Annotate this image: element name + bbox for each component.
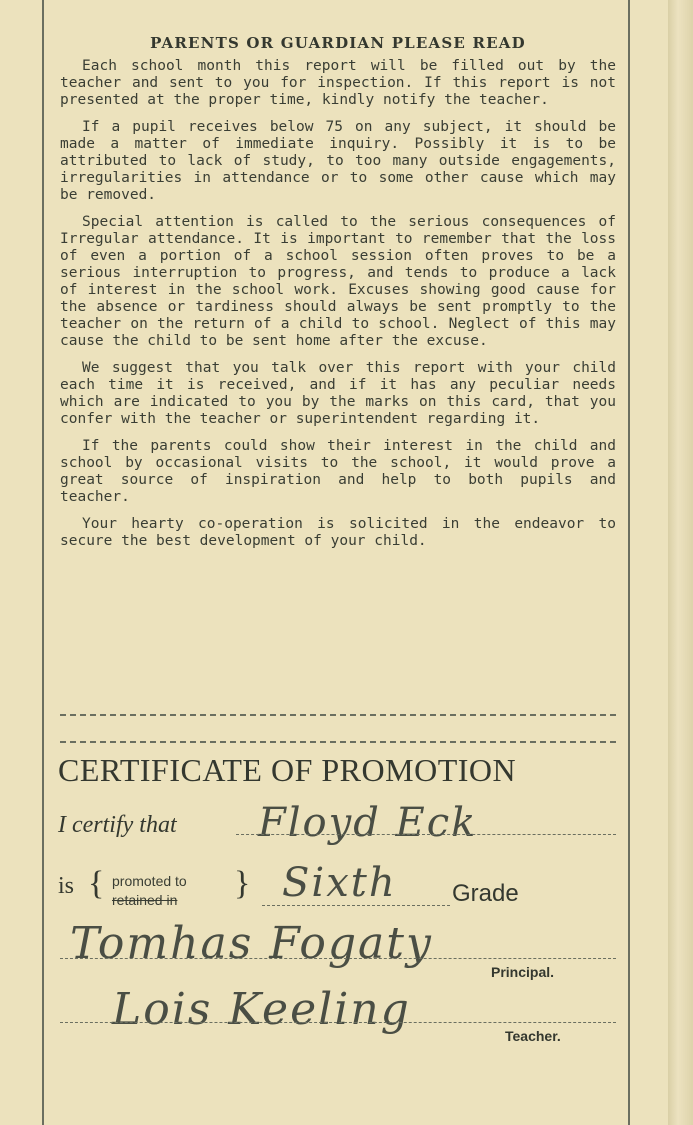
principal-label: Principal. bbox=[491, 964, 555, 980]
option-retained: retained in bbox=[112, 892, 178, 908]
notice-paragraph: We suggest that you talk over this report with your child each time it is received, and if it has any peculiar needs which are indicated to you by the marks on this card, that you confer with the teacher or superintendent regarding it. bbox=[60, 360, 616, 427]
principal-signature: Tomhas Fogaty bbox=[70, 918, 433, 969]
parents-notice bbox=[60, 34, 616, 560]
grade-line bbox=[262, 905, 450, 906]
right-brace: } bbox=[234, 865, 251, 902]
is-label: is bbox=[58, 873, 75, 899]
option-promoted: promoted to bbox=[112, 873, 187, 889]
teacher-line bbox=[60, 1022, 616, 1023]
notice-paragraph: If a pupil receives below 75 on any subject, it should be made a matter of immediate inquiry. Possibly it is to be attributed to lack of study, to too many outside engagements, irregularities in attendance or to some other cause which may be removed. bbox=[60, 119, 616, 203]
certificate-title: CERTIFICATE OF PROMOTION bbox=[58, 752, 517, 788]
notice-paragraph: Special attention is called to the serious consequences of Irregular attendance. It is important to remember that the loss of even a portion of a school session often proves to be a serious interruption to progress, and tends to produce a lack of interest in the school work. Excuses showing good cause for the absence or tardiness should always be sent promptly to the teacher on the return of a child to school. Neglect of this may cause the child to be sent home after the excuse. bbox=[60, 214, 616, 349]
grade-handwriting: Sixth bbox=[282, 860, 397, 906]
notice-paragraph: If the parents could show their interest in the child and school by occasional visits to the school, it would prove a great source of inspiration and help to both pupils and teacher. bbox=[60, 438, 616, 505]
notice-paragraph: Each school month this report will be filled out by the teacher and sent to you for inspection. If this report is not presented at the proper time, kindly notify the teacher. bbox=[60, 58, 616, 108]
teacher-signature: Lois Keeling bbox=[112, 984, 411, 1035]
grade-label: Grade bbox=[452, 880, 519, 907]
student-name-handwriting: Floyd Eck bbox=[258, 800, 478, 846]
divider-line bbox=[60, 714, 616, 716]
name-line bbox=[236, 834, 616, 835]
card-edge bbox=[668, 0, 693, 1125]
certify-label: I certify that bbox=[58, 812, 177, 838]
divider-line bbox=[60, 741, 616, 743]
teacher-label: Teacher. bbox=[505, 1028, 561, 1044]
principal-line bbox=[60, 958, 616, 959]
notice-paragraph: Your hearty co-operation is solicited in the endeavor to secure the best development of your child. bbox=[60, 516, 616, 549]
left-brace: { bbox=[88, 865, 105, 902]
notice-heading: PARENTS OR GUARDIAN PLEASE READ bbox=[150, 34, 526, 52]
